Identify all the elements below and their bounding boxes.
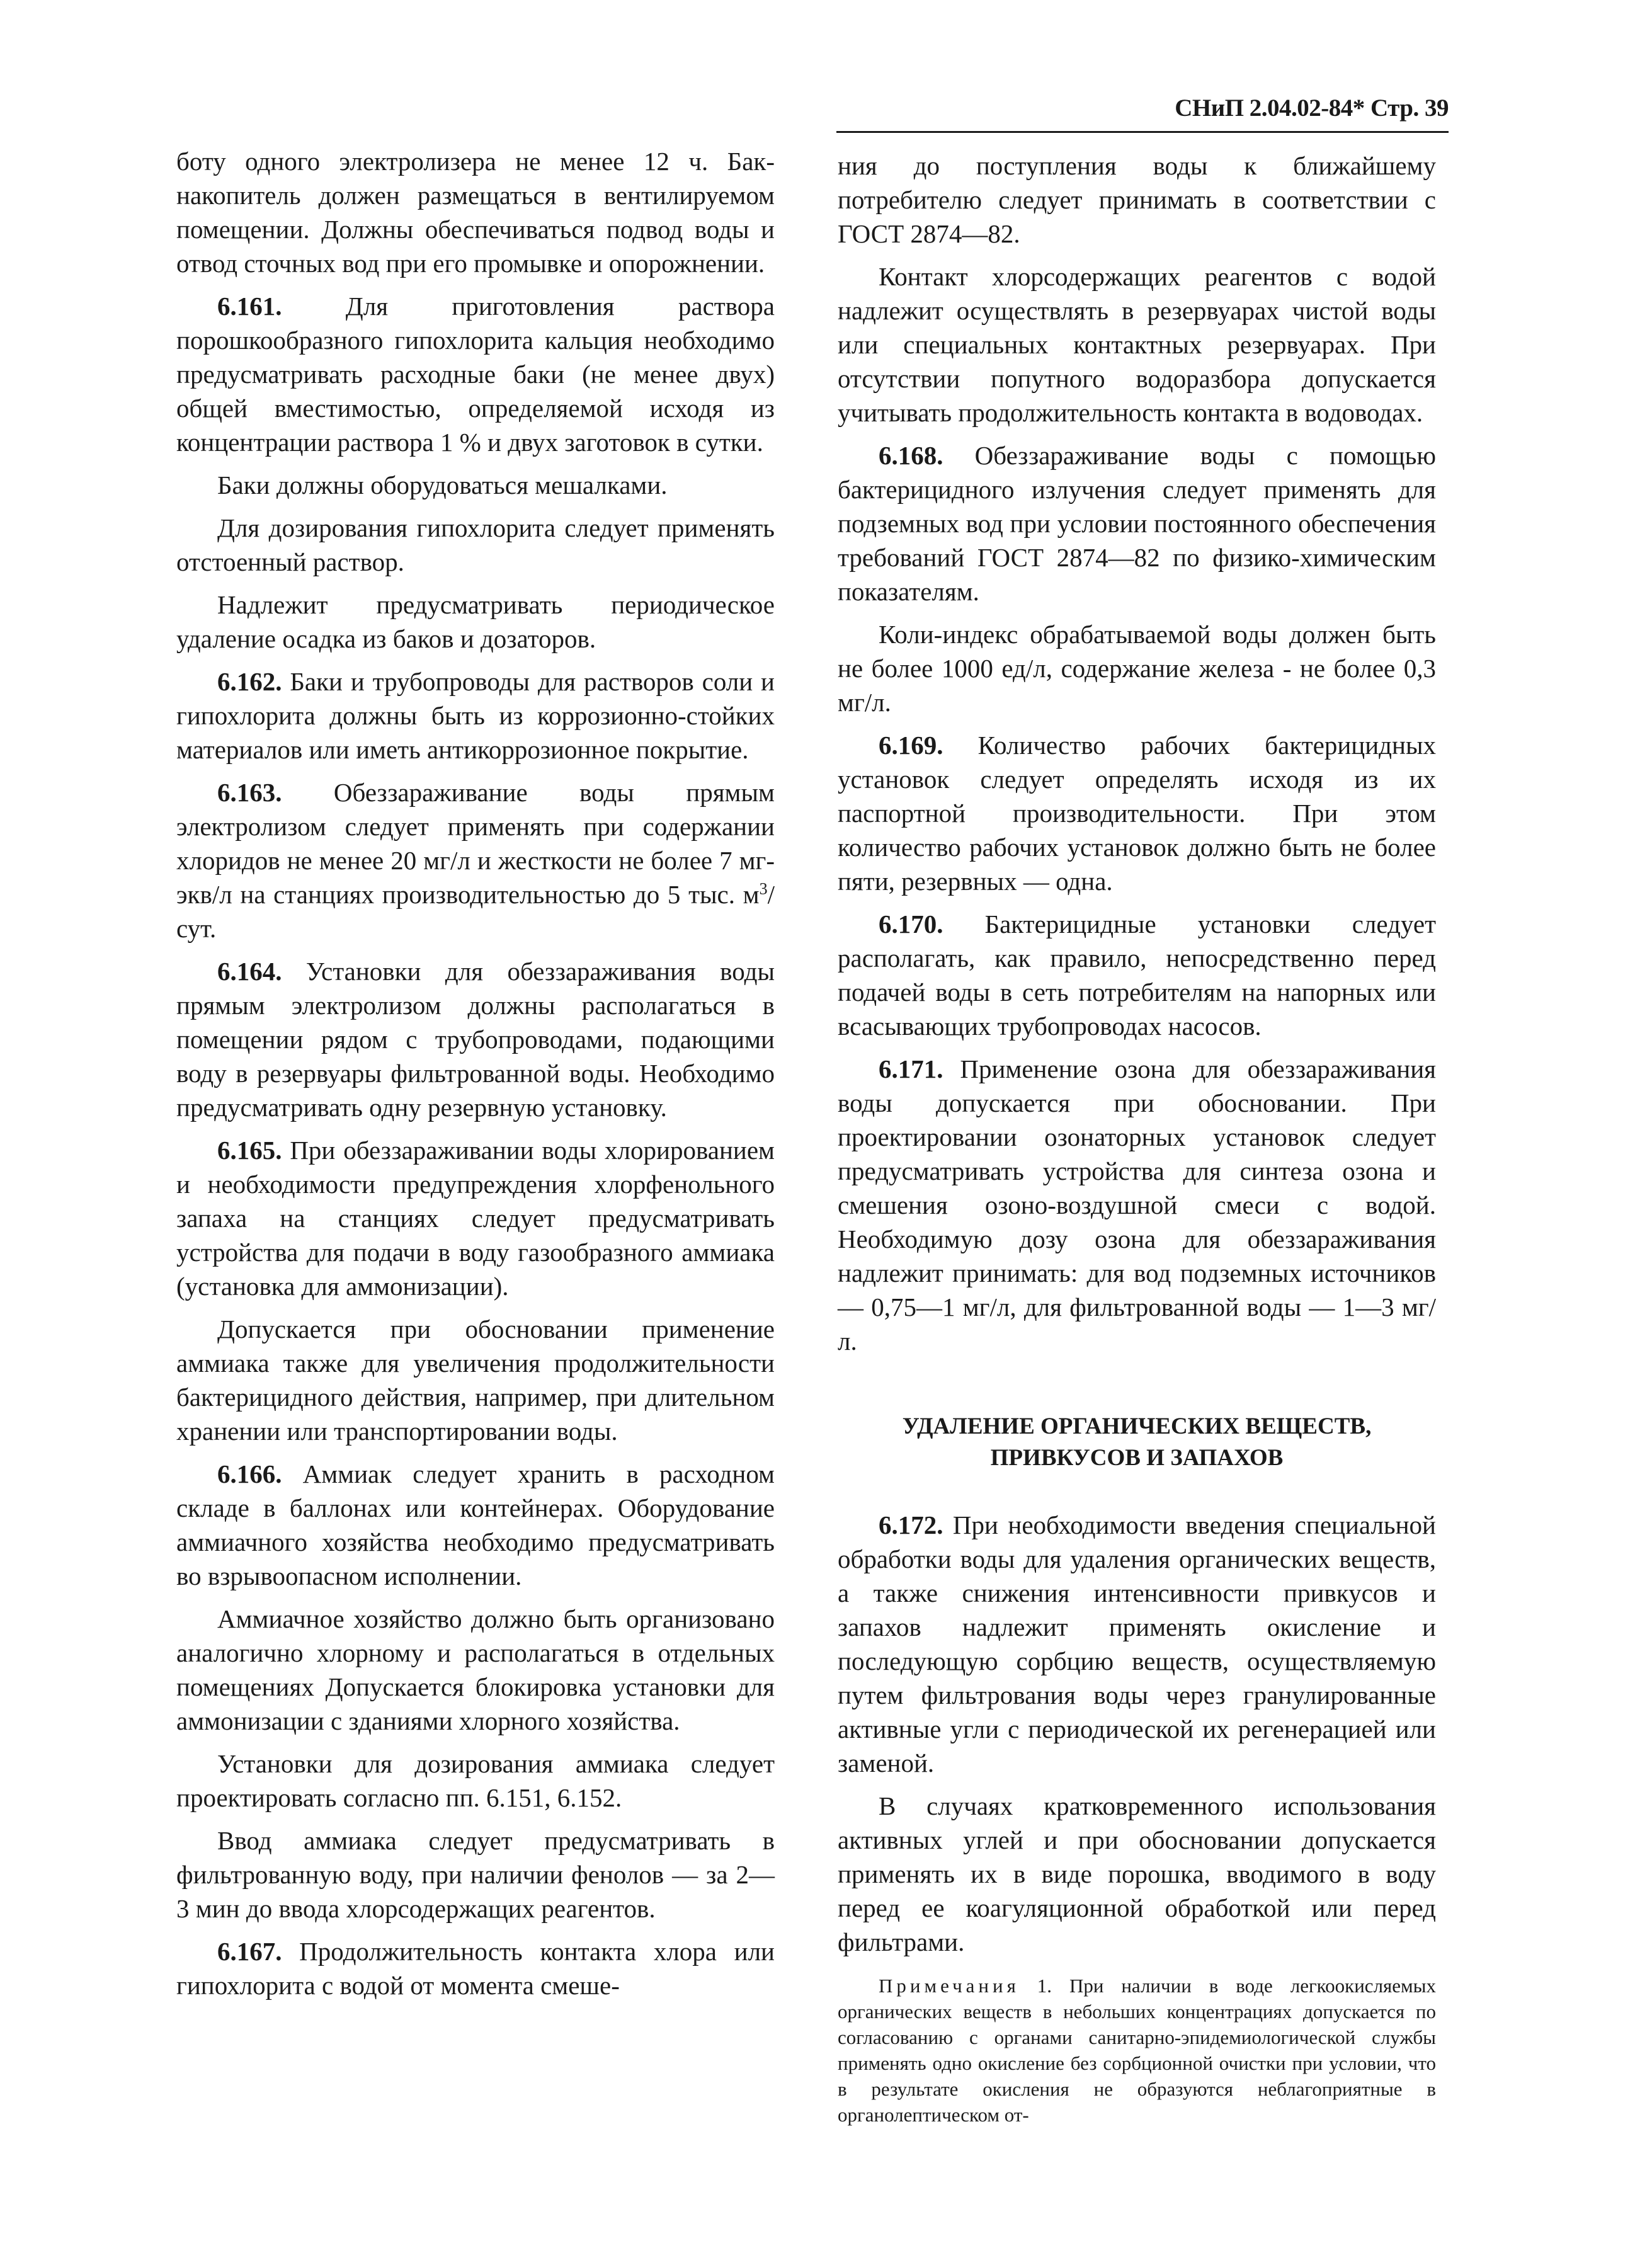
header-rule — [836, 131, 1449, 133]
paragraph-text: В случаях кратковременного использования активных углей и при обосновании допускается применять их в виде порошка, вводимого в воду перед ее коагуляционной обработкой или перед фильтрами. — [838, 1791, 1436, 1956]
paragraph — [838, 1052, 1436, 1358]
section-title-line-2: ПРИВКУСОВ И ЗАПАХОВ — [990, 1445, 1284, 1471]
paragraph-text: Установки для обеззараживания воды прямым электролизом должны располагаться в помещении рядом с трубопроводами, подающими воду в резервуары фильтрованной воды. Необходимо предусматривать одну резервную установку. — [176, 957, 775, 1122]
clause-number: 6.167. — [217, 1937, 282, 1966]
paragraph-text: Количество рабочих бактерицидных установок следует определять исходя из их паспортной производительности. При этом количество рабочих установок должно быть не более пяти, резервных — одна. — [838, 731, 1436, 896]
paragraph — [176, 665, 775, 767]
paragraph — [176, 1133, 775, 1303]
right-column-top — [838, 149, 1436, 1358]
paragraph-text-tail: /сут. — [176, 880, 775, 943]
paragraph — [176, 1747, 775, 1815]
paragraph-text: Надлежит предусматривать периодическое удаление осадка из баков и дозаторов. — [176, 590, 775, 653]
paragraph — [176, 588, 775, 656]
paragraph-text: Ввод аммиака следует предусматривать в фильтрованную воду, при наличии фенолов — за 2—3 мин до ввода хлорсодержащих реагентов. — [176, 1826, 775, 1923]
paragraph-text: Бактерицидные установки следует располагать, как правило, непосредственно перед подачей воды в сеть потребителям на напорных или всасывающих трубопроводах насосов. — [838, 910, 1436, 1041]
paragraph — [838, 728, 1436, 898]
clause-number: 6.165. — [217, 1136, 282, 1165]
left-column — [176, 144, 775, 2011]
paragraph — [838, 260, 1436, 430]
superscript: 3 — [759, 879, 768, 898]
clause-number: 6.168. — [879, 441, 943, 470]
paragraph — [838, 438, 1436, 608]
paragraph — [176, 1457, 775, 1593]
clause-number: 6.166. — [217, 1459, 282, 1488]
paragraph — [176, 954, 775, 1124]
paragraph — [838, 1789, 1436, 1959]
paragraph — [176, 1824, 775, 1926]
clause-number: 6.162. — [217, 667, 282, 696]
paragraph-text: Аммиачное хозяйство должно быть организовано аналогично хлорному и располагаться в отдельных помещениях Допускается блокировка установки для аммонизации с зданиями хлорного хозяйства. — [176, 1604, 775, 1735]
paragraph-text: Обеззараживание воды с помощью бактерицидного излучения следует применять для подземных вод при условии постоянного обеспечения требований ГОСТ 2874—82 по физико-химическим показателям. — [838, 441, 1436, 606]
paragraph-text: Установки для дозирования аммиака следует проектировать согласно пп. 6.151, 6.152. — [176, 1749, 775, 1812]
page-header: СНиП 2.04.02-84* Стр. 39 — [1175, 94, 1449, 122]
paragraph-text: Для дозирования гипохлорита следует применять отстоенный раствор. — [176, 513, 775, 576]
note-text: 1. При наличии в воде легкоокисляемых органических веществ в небольших концентрациях допускается по согласованию с органами санитарно-эпидемиологической службы применять одно окисление без сорбционной очистки при условии, что в результате окисления не образуются неблагоприятные в органолептическом от- — [838, 1975, 1436, 2126]
paragraph — [176, 1934, 775, 2002]
paragraph — [838, 907, 1436, 1043]
paragraph — [176, 289, 775, 459]
paragraph — [176, 775, 775, 945]
paragraph-text: боту одного электролизера не менее 12 ч. Бак-накопитель должен размещаться в вентилируемом помещении. Должны обеспечиваться подвод воды и отвод сточных вод при его промывке и опорожнении. — [176, 147, 775, 278]
paragraph-text: Баки должны оборудоваться мешалками. — [217, 471, 668, 499]
paragraph — [176, 144, 775, 280]
note-label: Примечания — [879, 1975, 1020, 1997]
paragraph-text: Допускается при обосновании применение аммиака также для увеличения продолжительности бактерицидного действия, например, при длительном хранении или транспортировании воды. — [176, 1315, 775, 1446]
right-column-bottom — [838, 1508, 1436, 1959]
paragraph-text: Продолжительность контакта хлора или гипохлорита с водой от момента смеше- — [176, 1937, 775, 2000]
paragraph — [838, 149, 1436, 251]
section-title — [838, 1411, 1436, 1474]
paragraph-text: Применение озона для обеззараживания воды допускается при обосновании. При проектировании озонаторных установок следует предусматривать устройства для синтеза озона и смешения озоно-воздушной смеси с водой. Необходимую дозу озона для обеззараживания надлежит принимать: для вод подземных источников — 0,75—1 мг/л, для фильтрованной воды — 1—3 мг/л. — [838, 1054, 1436, 1356]
paragraph-text: Контакт хлорсодержащих реагентов с водой надлежит осуществлять в резервуарах чистой воды или специальных контактных резервуарах. При отсутствии попутного водоразбора допускается учитывать продолжительность контакта в водоводах. — [838, 262, 1436, 427]
clause-number: 6.170. — [879, 910, 943, 939]
paragraph-text: Аммиак следует хранить в расходном складе в баллонах или контейнерах. Оборудование аммиачного хозяйства необходимо предусматривать во взрывоопасном исполнении. — [176, 1459, 775, 1590]
clause-number: 6.169. — [879, 731, 943, 760]
paragraph-text: Обеззараживание воды прямым электролизом следует применять при содержании хлоридов не менее 20 мг/л и жесткости не более 7 мг-экв/л на станциях производительностью до 5 тыс. м — [176, 778, 775, 909]
clause-number: 6.171. — [879, 1054, 943, 1083]
section-title-line-1: УДАЛЕНИЕ ОРГАНИЧЕСКИХ ВЕЩЕСТВ, — [902, 1413, 1372, 1439]
clause-number: 6.164. — [217, 957, 282, 986]
paragraph — [838, 617, 1436, 719]
paragraph — [176, 1602, 775, 1738]
note — [838, 1973, 1436, 2128]
paragraph — [176, 1312, 775, 1448]
paragraph-text: Баки и трубопроводы для растворов соли и гипохлорита должны быть из коррозионно-стойких материалов или иметь антикоррозионное покрытие. — [176, 667, 775, 764]
clause-number: 6.172. — [879, 1510, 943, 1539]
paragraph-text: При необходимости введения специальной обработки воды для удаления органических веществ, а также снижения интенсивности привкусов и запахов надлежит применять окисление и последующую сорбцию веществ, осуществляемую путем фильтрования воды через гранулированные активные угли с периодической их регенерацией или заменой. — [838, 1510, 1436, 1778]
paragraph-text: Для приготовления раствора порошкообразного гипохлорита кальция необходимо предусматривать расходные баки (не менее двух) общей вместимостью, определяемой исходя из концентрации раствора 1 % и двух заготовок в сутки. — [176, 292, 775, 457]
paragraph — [176, 468, 775, 502]
paragraph — [838, 1508, 1436, 1780]
paragraph-text: ния до поступления воды к ближайшему потребителю следует принимать в соответствии с ГОСТ 2874—82. — [838, 151, 1436, 248]
right-column — [838, 149, 1436, 2128]
paragraph — [176, 511, 775, 579]
clause-number: 6.161. — [217, 292, 282, 321]
paragraph-text: Коли-индекс обрабатываемой воды должен быть не более 1000 ед/л, содержание железа - не более 0,3 мг/л. — [838, 620, 1436, 717]
clause-number: 6.163. — [217, 778, 282, 807]
paragraph-text: При обеззараживании воды хлорированием и необходимости предупреждения хлорфенольного запаха на станциях следует предусматривать устройства для подачи в воду газообразного аммиака (установка для аммонизации). — [176, 1136, 775, 1301]
